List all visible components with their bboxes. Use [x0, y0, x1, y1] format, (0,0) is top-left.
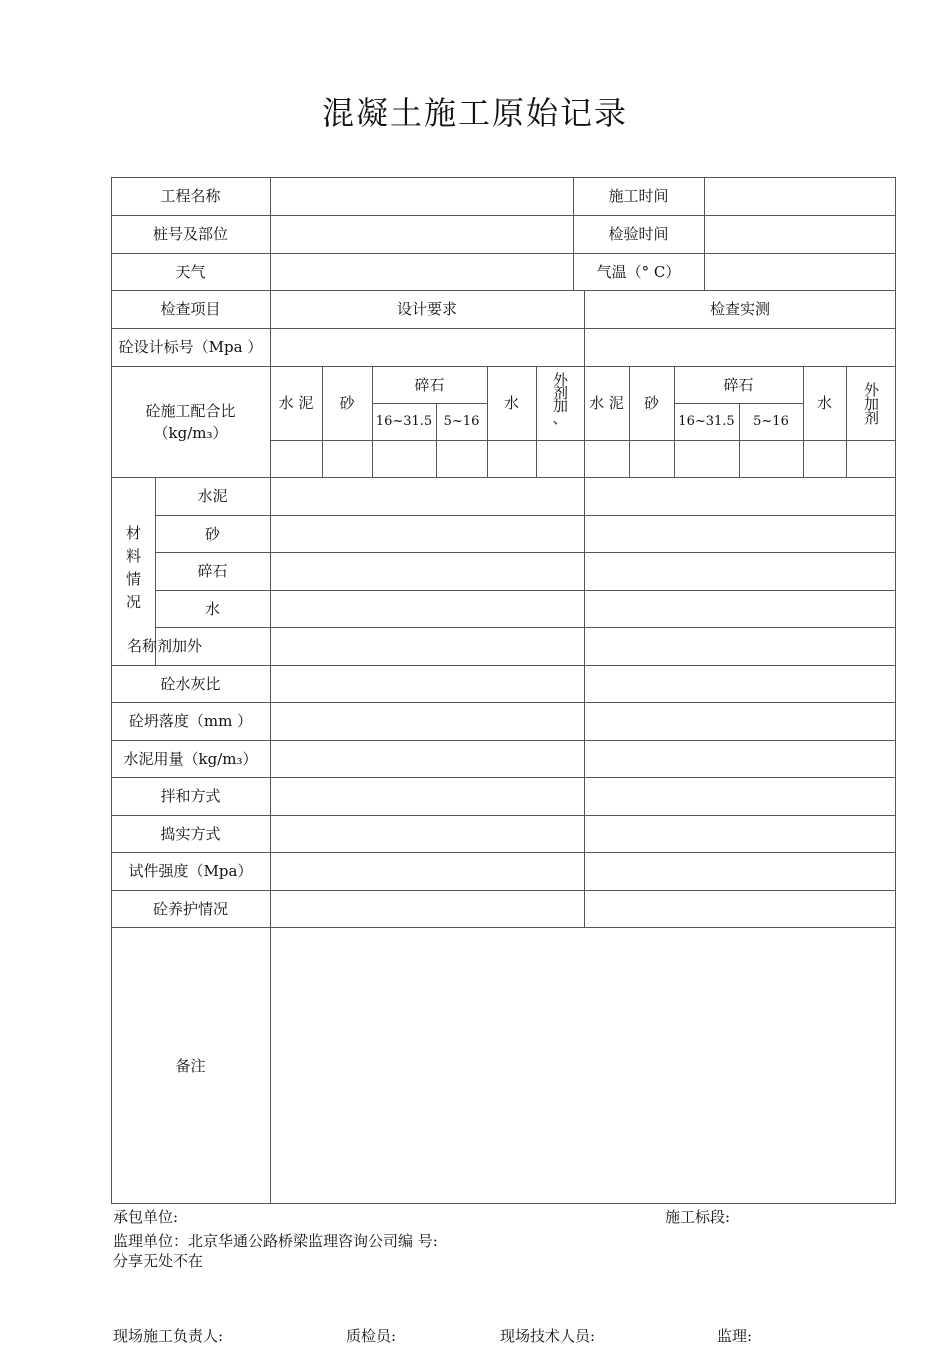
measured-gravel-size-b: 5~16 — [753, 413, 789, 429]
measured-gravel-size-a: 16~31.5 — [678, 413, 735, 429]
column-divider — [704, 177, 705, 290]
material-cement-label: 水泥 — [197, 487, 228, 505]
quality-inspector-label: 质检员: — [346, 1327, 397, 1345]
material-sand-label: 砂 — [204, 524, 220, 543]
construction-time-label: 施工时间 — [608, 187, 669, 205]
section-label: 施工标段: — [665, 1208, 731, 1226]
temperature-label: 气温（° C） — [596, 262, 681, 281]
page-title: 混凝土施工原始记录 — [321, 94, 628, 132]
material-gravel-label: 碎石 — [197, 562, 228, 580]
technician-label: 现场技术人员: — [500, 1327, 596, 1345]
station-position-label: 桩号及部位 — [152, 225, 228, 243]
water-cement-ratio-label: 砼水灰比 — [160, 674, 221, 693]
measured-additive-header — [846, 366, 896, 440]
curing-label: 砼养护情况 — [152, 899, 228, 918]
design-gravel-size-a: 16~31.5 — [375, 413, 433, 429]
design-water-header: 水 — [503, 394, 519, 412]
specimen-strength-label: 试件强度（Mpa） — [128, 862, 253, 880]
supervision-label: 监理: — [717, 1327, 753, 1345]
inspection-time-label: 检验时间 — [608, 225, 669, 243]
design-cement-header: 水 泥 — [278, 394, 314, 412]
mix-ratio-label — [111, 366, 270, 477]
supervisor-label: 监理单位：北京华通公路桥梁监理咨询公司编 号: — [113, 1232, 438, 1250]
column-divider — [270, 177, 271, 1204]
project-name-label: 工程名称 — [160, 187, 221, 205]
cement-dosage-label: 水泥用量（kg/m₃） — [123, 749, 258, 768]
contractor-label: 承包单位: — [113, 1208, 179, 1226]
slump-label: 砼坍落度（mm ） — [128, 712, 253, 730]
measured-label: 检查实测 — [709, 300, 770, 318]
site-manager-label: 现场施工负责人: — [113, 1327, 224, 1345]
materials-group-text: 材料情况 — [124, 525, 142, 617]
mixing-method-label: 拌和方式 — [160, 787, 221, 805]
compaction-method-label: 捣实方式 — [160, 824, 221, 843]
design-gravel-size-b: 5~16 — [443, 413, 480, 429]
material-additive-label: 名称剂加外 — [127, 637, 203, 655]
design-grade-label: 砼设计标号（Mpa ） — [118, 338, 263, 356]
design-additive-header — [536, 368, 584, 428]
measured-water-header: 水 — [816, 394, 832, 412]
mix-ratio-unit: （kg/m₃） — [153, 423, 228, 442]
weather-label: 天气 — [175, 262, 206, 281]
materials-group-label — [111, 515, 155, 627]
measured-gravel-header: 碎石 — [723, 375, 754, 394]
measured-sand-header: 砂 — [643, 394, 659, 412]
measured-cement-header: 水 泥 — [589, 394, 624, 412]
mix-ratio-title: 砼施工配合比 — [145, 401, 236, 420]
design-sand-header: 砂 — [339, 394, 355, 412]
design-requirement-label: 设计要求 — [396, 300, 457, 318]
design-additive-mark: 、 — [552, 408, 568, 427]
design-gravel-header: 碎石 — [414, 375, 445, 394]
check-item-label: 检查项目 — [160, 300, 221, 318]
share-text: 分享无处不在 — [113, 1252, 204, 1270]
design-additive-text: 外剂加 — [551, 371, 569, 411]
remarks-label: 备注 — [175, 1056, 206, 1075]
measured-additive-text: 外加剂 — [862, 382, 880, 424]
material-water-label: 水 — [204, 599, 220, 618]
